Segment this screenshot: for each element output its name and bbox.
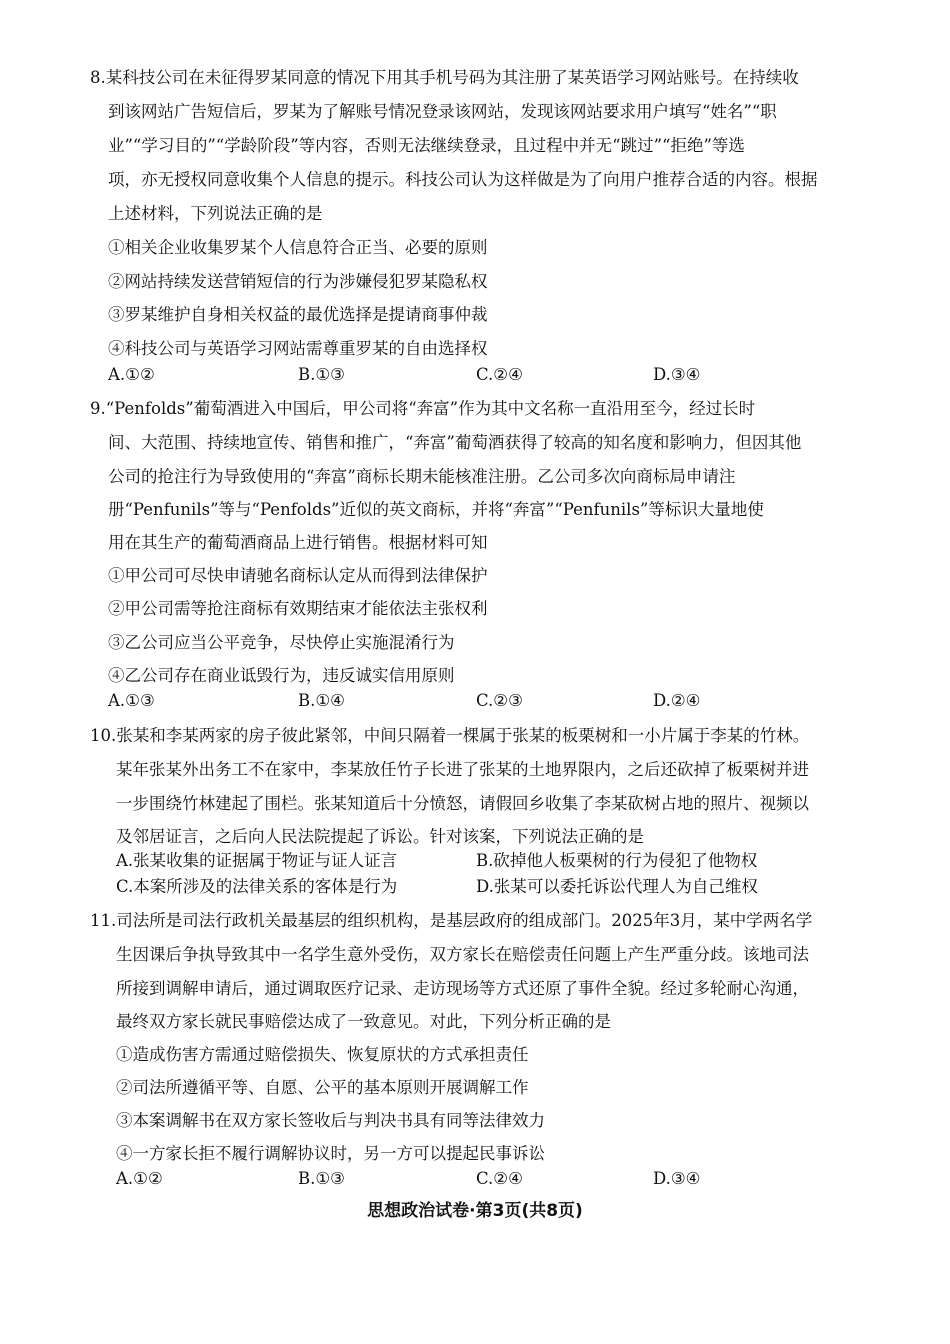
q11-statement-2: ②司法所遵循平等、自愿、公平的基本原则开展调解工作 xyxy=(116,1078,529,1097)
q11-statement-4: ④一方家长拒不履行调解协议时，另一方可以提起民事诉讼 xyxy=(116,1144,545,1163)
q9-stem-line: 用在其生产的葡萄酒商品上进行销售。根据材料可知 xyxy=(108,533,488,552)
page-footer: 思想政治试卷·第3页(共8页) xyxy=(367,1201,583,1221)
q9-option-b: B.①④ xyxy=(298,691,345,710)
q11-stem-line: 最终双方家长就民事赔偿达成了一致意见。对此，下列分析正确的是 xyxy=(116,1012,611,1031)
q9-statement-1: ①甲公司可尽快申请驰名商标认定从而得到法律保护 xyxy=(108,566,488,585)
q8-stem-line: 项，亦无授权同意收集个人信息的提示。科技公司认为这样做是为了向用户推荐合适的内容。根据 xyxy=(108,170,818,189)
q8-option-b: B.①③ xyxy=(298,365,345,384)
q11-option-c: C.②④ xyxy=(476,1169,523,1188)
q8-stem-line: 8.某科技公司在未征得罗某同意的情况下用其手机号码为其注册了某英语学习网站账号。在持续收 xyxy=(90,68,799,87)
q8-option-a: A.①② xyxy=(108,365,155,384)
q8-statement-3: ③罗某维护自身相关权益的最优选择是提请商事仲裁 xyxy=(108,305,488,324)
q10-stem-line: 10.张某和李某两家的房子彼此紧邻，中间只隔着一棵属于张某的板栗树和一小片属于李某的竹林。 xyxy=(90,726,810,745)
q10-option-a: A.张某收集的证据属于物证与证人证言 xyxy=(116,851,398,870)
q8-statement-4: ④科技公司与英语学习网站需尊重罗某的自由选择权 xyxy=(108,339,488,358)
q10-stem-line: 一步围绕竹林建起了围栏。张某知道后十分愤怒，请假回乡收集了李某砍树占地的照片、视频以 xyxy=(116,794,809,813)
q10-stem-line: 某年张某外出务工不在家中，李某放任竹子长进了张某的土地界限内，之后还砍掉了板栗树并进 xyxy=(116,760,809,779)
q8-option-c: C.②④ xyxy=(476,365,523,384)
q11-option-d: D.③④ xyxy=(653,1169,701,1188)
q9-stem-line: 间、大范围、持续地宣传、销售和推广，“奔富”葡萄酒获得了较高的知名度和影响力，但因其他 xyxy=(108,433,802,452)
q9-statement-3: ③乙公司应当公平竞争，尽快停止实施混淆行为 xyxy=(108,633,455,652)
q9-option-a: A.①③ xyxy=(108,691,155,710)
q8-statement-2: ②网站持续发送营销短信的行为涉嫌侵犯罗某隐私权 xyxy=(108,272,488,291)
q9-stem-line: 公司的抢注行为导致使用的“奔富”商标长期未能核准注册。乙公司多次向商标局申请注 xyxy=(108,467,736,486)
q11-option-b: B.①③ xyxy=(298,1169,345,1188)
q11-statement-3: ③本案调解书在双方家长签收后与判决书具有同等法律效力 xyxy=(116,1111,545,1130)
q10-option-c: C.本案所涉及的法律关系的客体是行为 xyxy=(116,877,398,896)
q8-option-d: D.③④ xyxy=(653,365,701,384)
q11-stem-line: 所接到调解申请后，通过调取医疗记录、走访现场等方式还原了事件全貌。经过多轮耐心沟通， xyxy=(116,979,809,998)
q10-option-b: B.砍掉他人板栗树的行为侵犯了他物权 xyxy=(476,851,758,870)
q9-option-d: D.②④ xyxy=(653,691,701,710)
q8-stem-line: 业”“学习目的”“学龄阶段”等内容，否则无法继续登录，且过程中并无“跳过”“拒绝”等选 xyxy=(108,136,745,155)
q11-stem-line: 生因课后争执导致其中一名学生意外受伤，双方家长在赔偿责任问题上产生严重分歧。该地司法 xyxy=(116,945,809,964)
q8-statement-1: ①相关企业收集罗某个人信息符合正当、必要的原则 xyxy=(108,238,488,257)
q11-statement-1: ①造成伤害方需通过赔偿损失、恢复原状的方式承担责任 xyxy=(116,1045,529,1064)
q9-option-c: C.②③ xyxy=(476,691,523,710)
q9-statement-2: ②甲公司需等抢注商标有效期结束才能依法主张权利 xyxy=(108,599,488,618)
q9-stem-line: 9.“Penfolds”葡萄酒进入中国后，甲公司将“奔富”作为其中文名称一直沿用至今，经过长时 xyxy=(90,399,756,418)
q11-stem-line: 11.司法所是司法行政机关最基层的组织机构，是基层政府的组成部门。2025年3月，某中学两名学 xyxy=(90,911,813,930)
q10-stem-line: 及邻居证言，之后向人民法院提起了诉讼。针对该案，下列说法正确的是 xyxy=(116,827,644,846)
q11-option-a: A.①② xyxy=(116,1169,163,1188)
q10-option-d: D.张某可以委托诉讼代理人为自己维权 xyxy=(476,877,758,896)
q8-stem-line: 到该网站广告短信后，罗某为了解账号情况登录该网站，发现该网站要求用户填写“姓名”“职 xyxy=(108,102,777,121)
q8-stem-line: 上述材料，下列说法正确的是 xyxy=(108,204,323,223)
q9-statement-4: ④乙公司存在商业诋毁行为，违反诚实信用原则 xyxy=(108,666,455,685)
q9-stem-line: 册“Penfunils”等与“Penfolds”近似的英文商标，并将“奔富”“Penfunils”等标识大量地使 xyxy=(108,500,764,519)
